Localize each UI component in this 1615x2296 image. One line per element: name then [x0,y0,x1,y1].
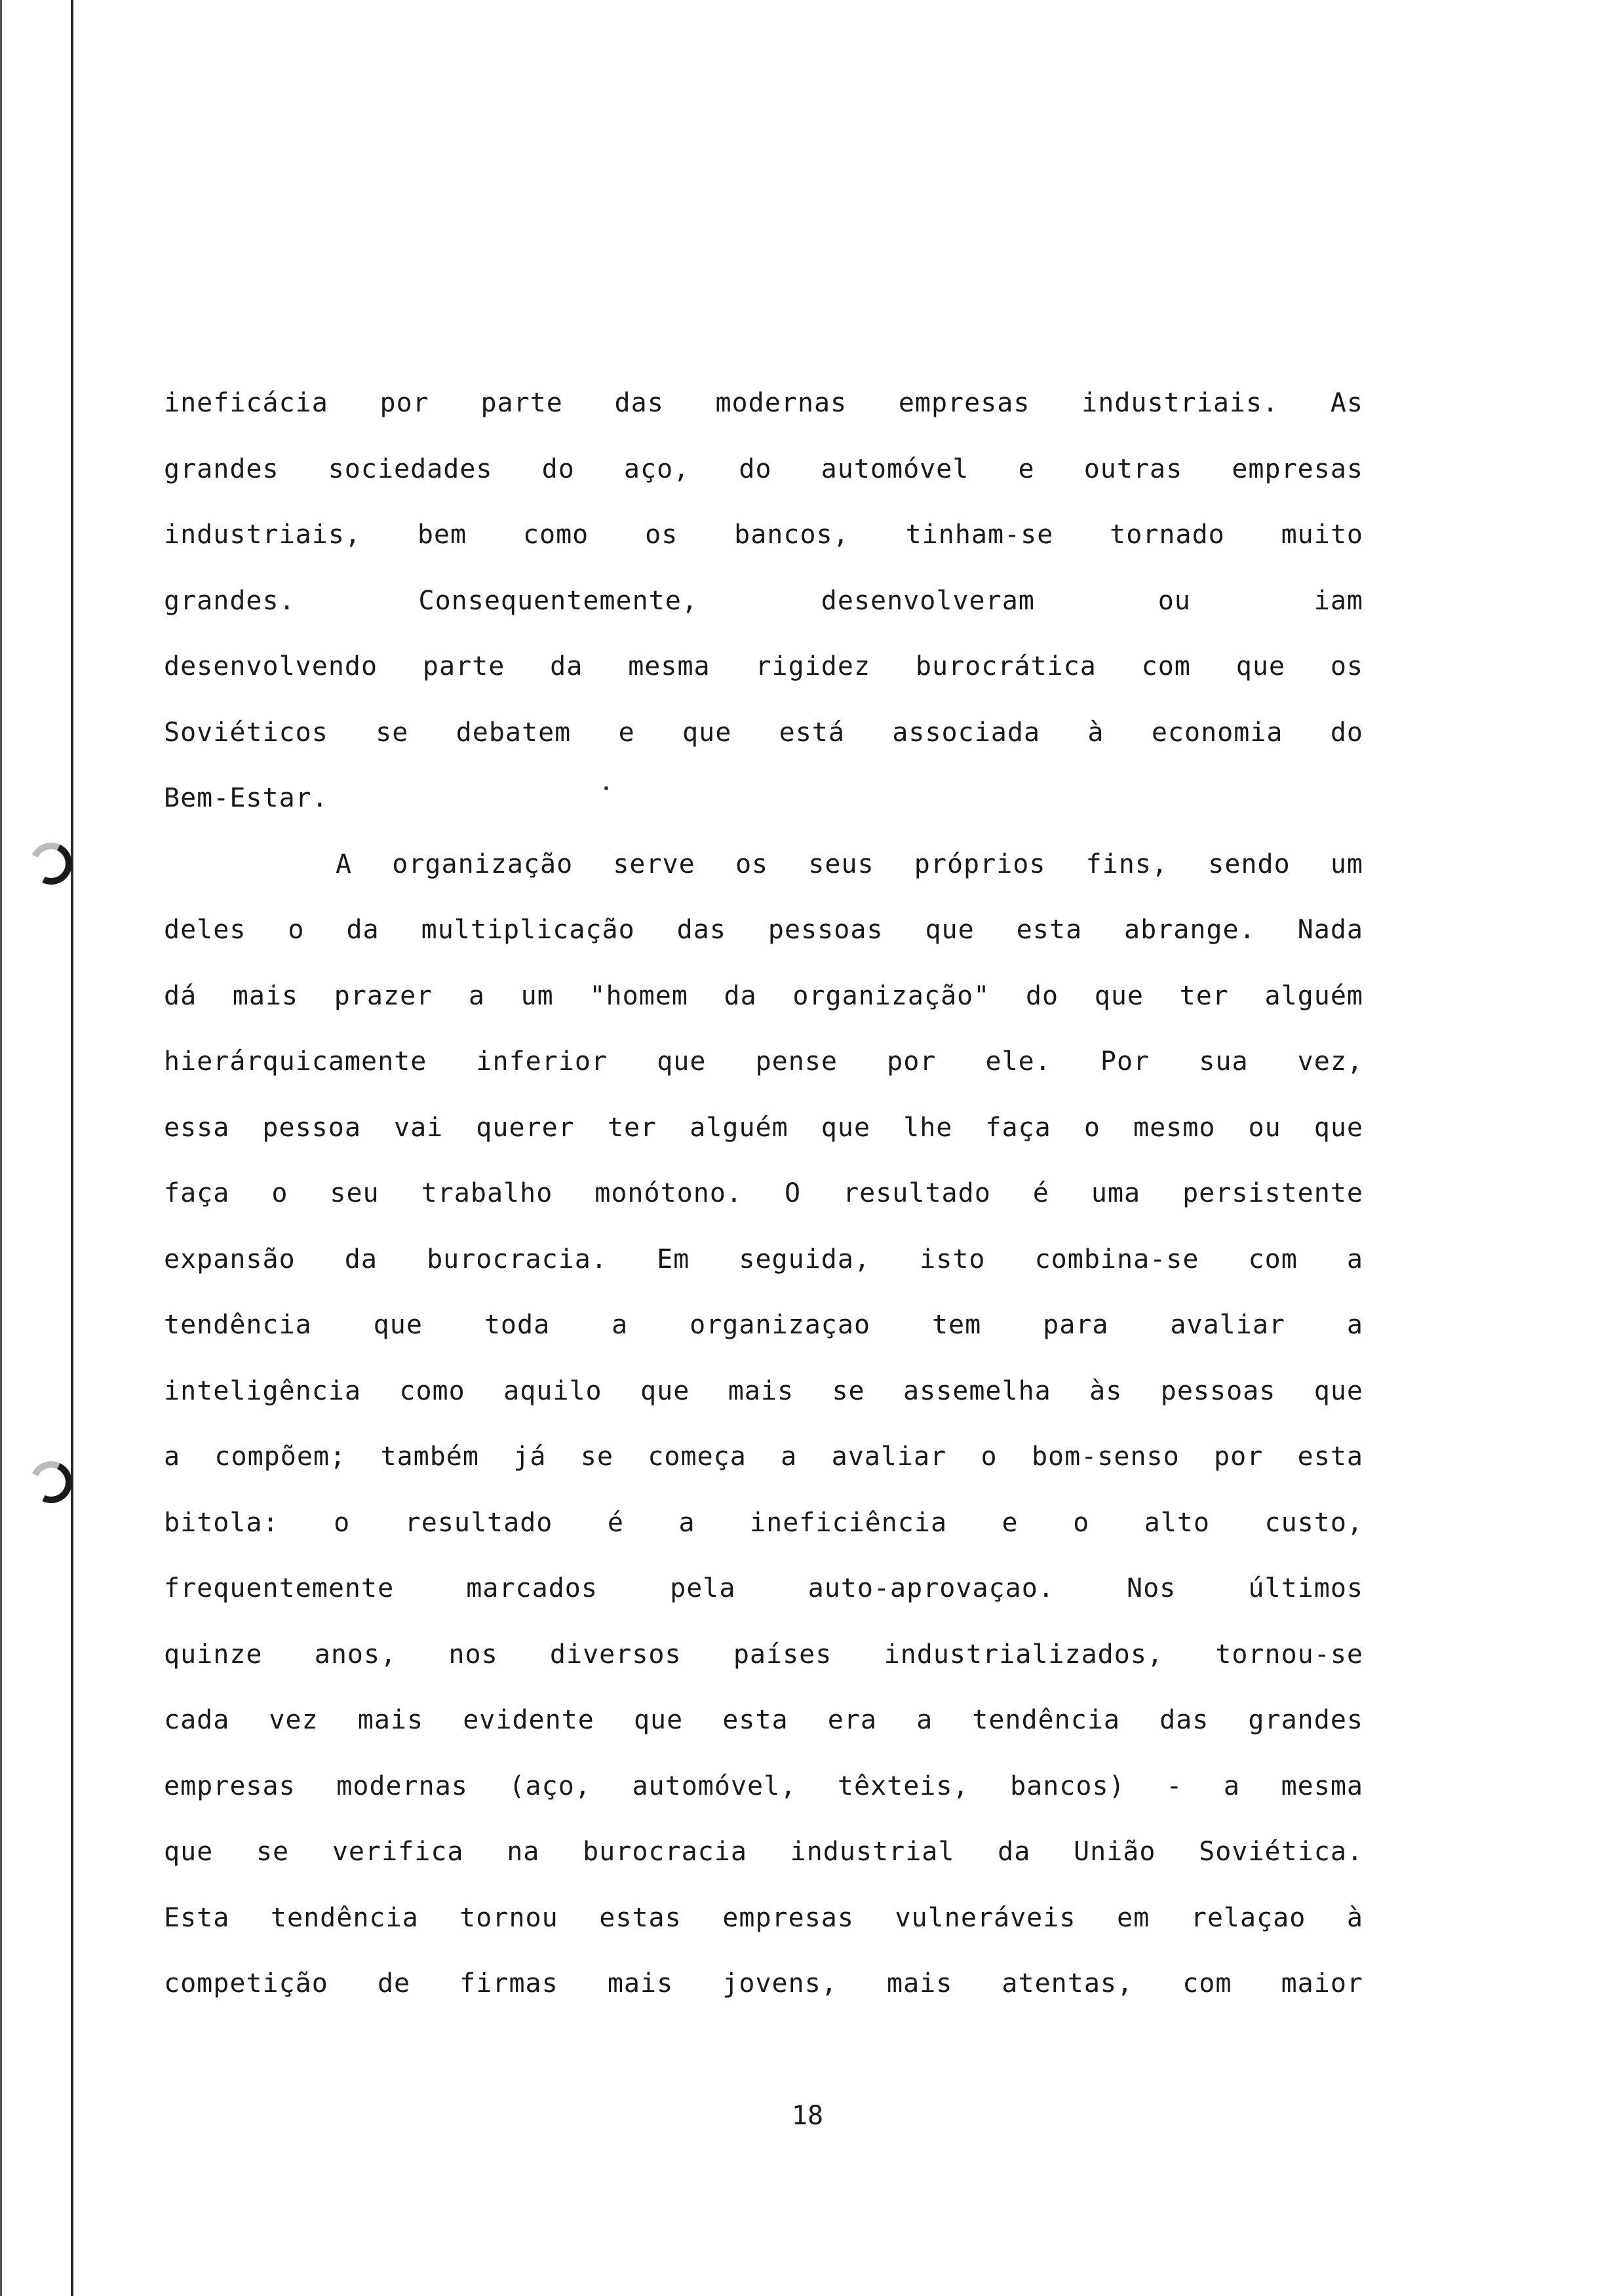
text-line: competição de firmas mais jovens, mais atentas, com maior [164,1968,1363,1999]
text-line: empresas modernas (aço, automóvel, têxteis, bancos) - a mesma [164,1770,1363,1801]
page-number: 18 [791,2101,824,2131]
text-line: A organização serve os seus próprios fins, sendo um [336,849,1363,879]
text-line: grandes. Consequentemente, desenvolveram ou iam [164,585,1363,616]
text-line: ineficácia por parte das modernas empresas industriais. As [164,388,1363,418]
punch-hole-icon [24,837,78,890]
text-line: inteligência como aquilo que mais se assemelha às pessoas que [164,1375,1363,1406]
text-line: cada vez mais evidente que esta era a tendência das grandes [164,1705,1363,1735]
text-line: frequentemente marcados pela auto-aprovaçao. Nos últimos [164,1573,1363,1603]
text-line: bitola: o resultado é a ineficiência e o alto custo, [164,1507,1363,1538]
page-edge-line [0,0,2,2296]
text-line: deles o da multiplicação das pessoas que esta abrange. Nada [164,915,1363,945]
text-line: hierárquicamente inferior que pense por ele. Por sua vez, [164,1046,1363,1077]
text-line: Bem-Estar. [164,783,328,813]
text-line: expansão da burocracia. Em seguida, isto combina-se com a [164,1244,1363,1274]
text-line: tendência que toda a organizaçao tem para avaliar a [164,1310,1363,1340]
text-line: quinze anos, nos diversos países industrializados, tornou-se [164,1639,1363,1670]
text-line: grandes sociedades do aço, do automóvel e outras empresas [164,453,1363,484]
punch-hole-icon [24,1455,78,1509]
text-line: dá mais prazer a um "homem da organização" do que ter alguém [164,980,1363,1011]
text-line: Soviéticos se debatem e que está associada à economia do [164,717,1363,748]
text-line: a compõem; também já se começa a avaliar o bom-senso por esta [164,1442,1363,1472]
text-line: faça o seu trabalho monótono. O resultado é uma persistente [164,1178,1363,1208]
text-line: que se verifica na burocracia industrial da União Soviética. [164,1837,1363,1867]
text-line: desenvolvendo parte da mesma rigidez burocrática com que os [164,651,1363,681]
text-line: industriais, bem como os bancos, tinham-se tornado muito [164,520,1363,550]
text-line: Esta tendência tornou estas empresas vulneráveis em relaçao à [164,1902,1363,1933]
binding-margin-line [71,0,73,2296]
body-text [164,387,1363,2033]
text-line: essa pessoa vai querer ter alguém que lhe faça o mesmo ou que [164,1112,1363,1143]
